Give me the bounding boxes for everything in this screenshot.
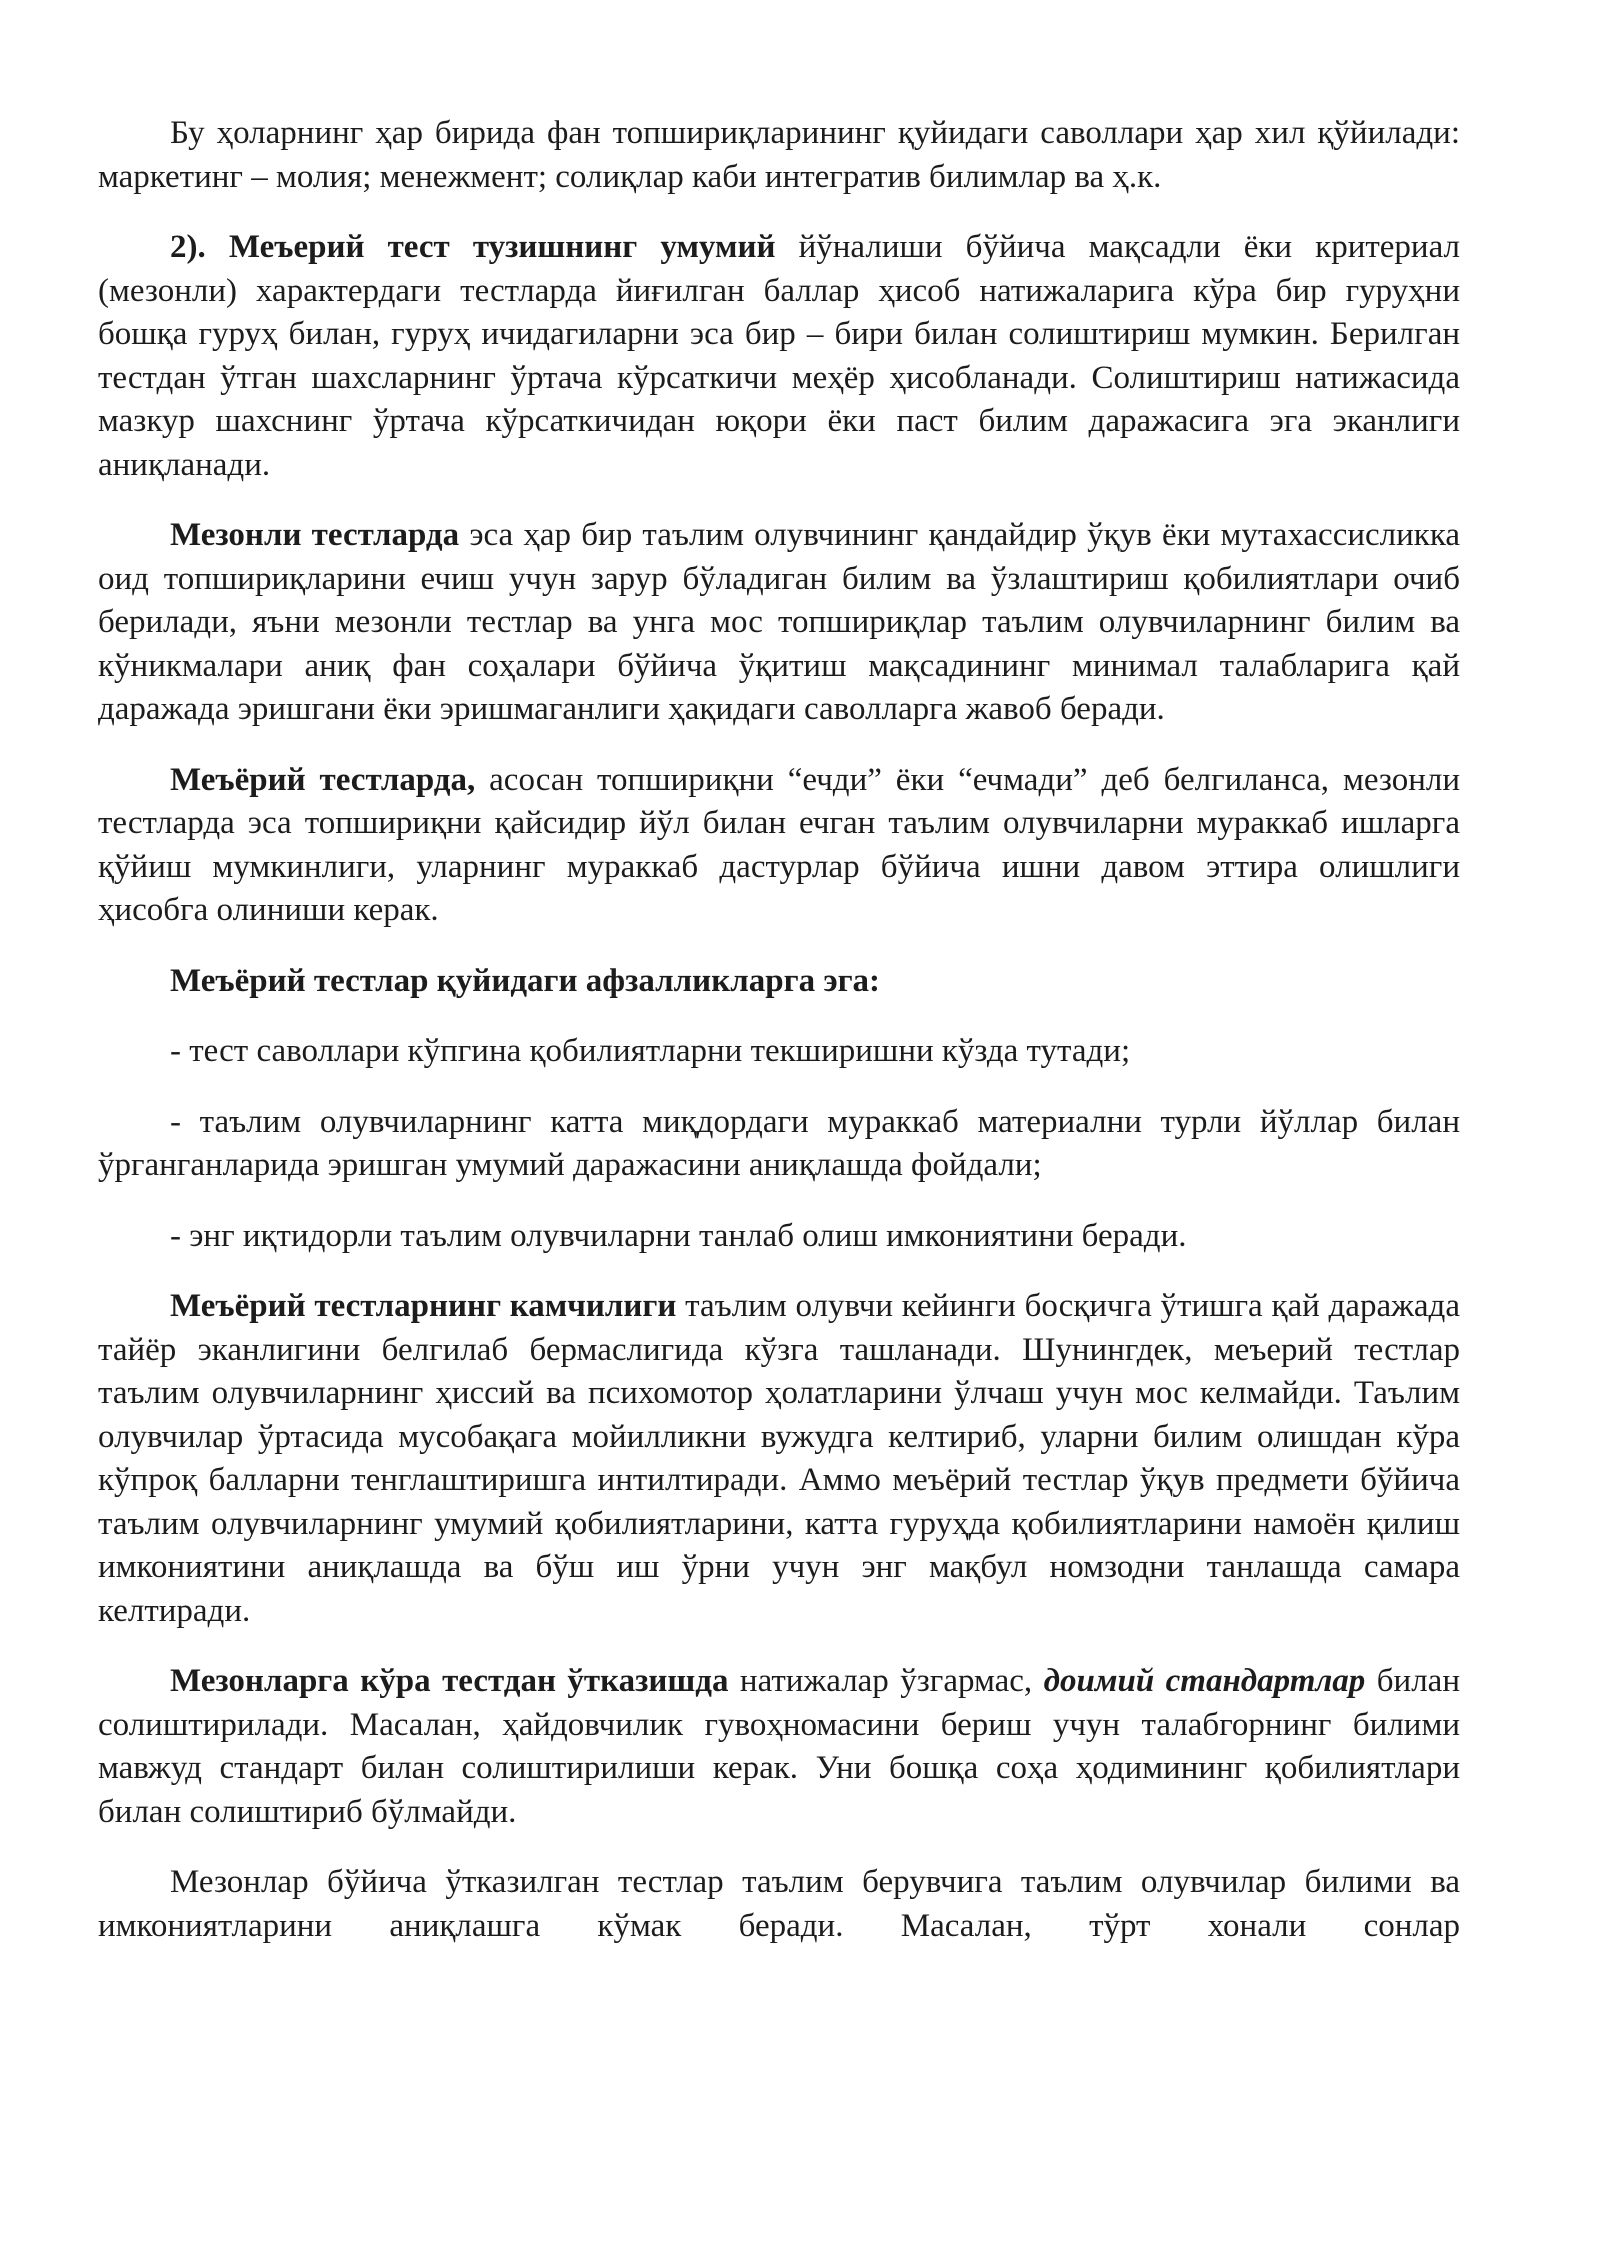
- paragraph-9: [98, 1285, 1460, 1633]
- paragraph-2: [98, 226, 1460, 487]
- paragraph-4-text: асосан топшириқни “ечди” ёки “ечмади” деб белгиланса, мезонли тестларда эса топшириқни қайсидир йўл билан ечган таълим олувчиларни мураккаб ишларга қўйиш мумкинлиги, уларнинг мураккаб дастурлар бўйича ишни давом эттира олишлиги ҳисобга олиниши керак.: [98, 761, 1461, 928]
- paragraph-3-bold: Мезонли тестларда: [170, 517, 460, 553]
- list-item-1: [98, 1030, 1460, 1074]
- paragraph-10-bold: Мезонларга кўра тестдан ўтказишда: [170, 1663, 729, 1699]
- paragraph-11: [98, 1861, 1460, 1948]
- paragraph-10-bold-italic: доимий стандартлар: [1043, 1663, 1366, 1699]
- document-body: [98, 112, 1460, 1975]
- list-item-2: [98, 1101, 1460, 1188]
- list-item-3-text: - энг иқтидорли таълим олувчиларни танлаб олиш имкониятини беради.: [170, 1217, 1187, 1254]
- paragraph-10-text-1: натижалар ўзгармас,: [728, 1663, 1044, 1699]
- advantages-heading: [98, 960, 1460, 1004]
- paragraph-4: [98, 759, 1460, 933]
- paragraph-3-text: эса ҳар бир таълим олувчининг қандайдир ўқув ёки мутахассисликка оид топшириқларини ечиш учун зарур бўладиган билим ва ўзлаштириш қобилиятлари очиб берилади, яъни мезонли тестлар ва унга мос топшириқлар таълим олувчиларнинг билим ва кўникмалари аниқ фан соҳалари бўйича ўқитиш мақсадининг минимал талабларига қай даражада эришгани ёки эришмаганлиги ҳақидаги саволларга жавоб беради.: [98, 517, 1461, 727]
- paragraph-10-text-2: билан солиштирилади. Масалан, ҳайдовчилик гувоҳномасини бериш учун талабгорнинг билими мавжуд стандарт билан солиштирилиши керак. Уни бошқа соҳа ҳодимининг қобилиятлари билан солиштириб бўлмайди.: [98, 1663, 1460, 1830]
- paragraph-4-bold: Меъёрий тестларда,: [170, 761, 476, 798]
- paragraph-10: [98, 1660, 1460, 1834]
- paragraph-2-text: йўналиши бўйича мақсадли ёки критериал (мезонли) характердаги тестларда йиғилган баллар ҳисоб натижаларига кўра бир гуруҳни бошқа гуруҳ билан, гуруҳ ичидагиларни эса бир – бири билан солиштириш мумкин. Берилган тестдан ўтган шахсларнинг ўртача кўрсаткичи меҳёр ҳисобланади. Солиштириш натижасида мазкур шахснинг ўртача кўрсаткичидан юқори ёки паст билим даражасига эга эканлиги аниқланади.: [98, 229, 1461, 483]
- paragraph-1: [98, 112, 1460, 199]
- paragraph-3: [98, 514, 1460, 732]
- paragraph-11-text: Мезонлар бўйича ўтказилган тестлар таълим берувчига таълим олувчилар билими ва имкониятларини аниқлашга кўмак беради. Масалан, тўрт хонали сонлар: [98, 1864, 1460, 1944]
- paragraph-9-bold: Меъёрий тестларнинг камчилиги: [170, 1288, 677, 1324]
- advantages-heading-text: Меъёрий тестлар қуйидаги афзалликларга эга:: [170, 962, 881, 999]
- list-item-3: [98, 1215, 1460, 1259]
- list-item-2-text: - таълим олувчиларнинг катта миқдордаги мураккаб материални турли йўллар билан ўрганганларида эришган умумий даражасини аниқлашда фойдали;: [98, 1103, 1460, 1183]
- paragraph-1-text: Бу ҳоларнинг ҳар бирида фан топшириқларининг қуйидаги саволлари ҳар хил қўйилади: маркетинг – молия; менежмент; солиқлар каби интегратив билимлар ва ҳ.к.: [98, 115, 1460, 195]
- list-item-1-text: - тест саволлари кўпгина қобилиятларни текширишни кўзда тутади;: [170, 1033, 1131, 1069]
- paragraph-2-bold: 2). Меъерий тест тузишнинг умумий: [170, 229, 776, 265]
- paragraph-9-text: таълим олувчи кейинги босқичга ўтишга қай даражада тайёр эканлигини белгилаб бермаслигида кўзга ташланади. Шунингдек, меъерий тестлар таълим олувчиларнинг ҳиссий ва психомотор ҳолатларини ўлчаш учун мос келмайди. Таълим олувчилар ўртасида мусобақага мойилликни вужудга келтириб, уларни билим олишдан кўра кўпроқ балларни тенглаштиришга интилтиради. Аммо меъёрий тестлар ўқув предмети бўйича таълим олувчиларнинг умумий қобилиятларини, катта гуруҳда қобилиятларини намоён қилиш имкониятини аниқлашда ва бўш иш ўрни учун энг мақбул номзодни танлашда самара келтиради.: [98, 1288, 1460, 1629]
